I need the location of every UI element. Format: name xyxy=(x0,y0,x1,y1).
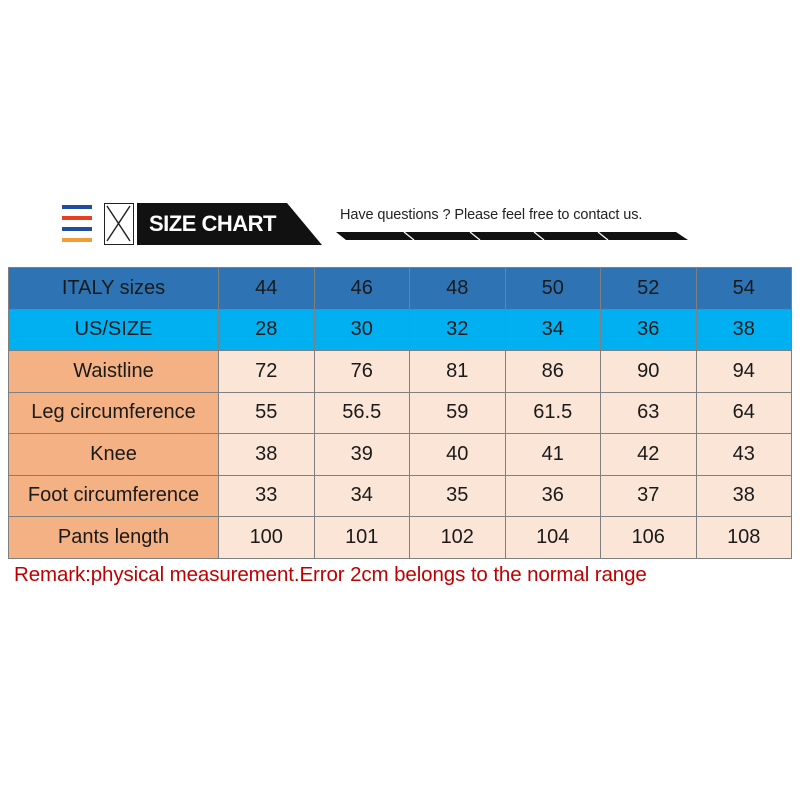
table-cell: 102 xyxy=(410,517,506,559)
table-cell: 50 xyxy=(505,268,601,310)
table-cell: 34 xyxy=(505,309,601,351)
table-cell: 37 xyxy=(601,475,697,517)
table-cell: 32 xyxy=(410,309,506,351)
table-cell: 43 xyxy=(696,434,792,476)
table-cell: 28 xyxy=(219,309,315,351)
table-cell: 38 xyxy=(696,475,792,517)
table-cell: 52 xyxy=(601,268,697,310)
size-table xyxy=(8,267,792,559)
table-cell: 104 xyxy=(505,517,601,559)
table-cell: 59 xyxy=(410,392,506,434)
table-cell: 36 xyxy=(505,475,601,517)
row-label: Knee xyxy=(9,434,219,476)
table-cell: 40 xyxy=(410,434,506,476)
table-cell: 38 xyxy=(696,309,792,351)
table-cell: 35 xyxy=(410,475,506,517)
table-cell: 56.5 xyxy=(314,392,410,434)
row-label: Leg circumference xyxy=(9,392,219,434)
table-cell: 30 xyxy=(314,309,410,351)
table-cell: 38 xyxy=(219,434,315,476)
table-cell: 54 xyxy=(696,268,792,310)
table-cell: 48 xyxy=(410,268,506,310)
table-cell: 55 xyxy=(219,392,315,434)
contact-message: Have questions ? Please feel free to contact us. xyxy=(340,207,643,223)
table-cell: 76 xyxy=(314,351,410,393)
remark-note: Remark:physical measurement.Error 2cm belongs to the normal range xyxy=(14,563,647,586)
table-cell: 64 xyxy=(696,392,792,434)
table-row-waistline xyxy=(9,351,792,393)
table-row-italy-sizes xyxy=(9,268,792,310)
table-cell: 101 xyxy=(314,517,410,559)
table-cell: 63 xyxy=(601,392,697,434)
table-cell: 46 xyxy=(314,268,410,310)
table-row-leg-circumference xyxy=(9,392,792,434)
row-label: Foot circumference xyxy=(9,475,219,517)
table-row-foot-circumference xyxy=(9,475,792,517)
row-label: US/SIZE xyxy=(9,309,219,351)
table-cell: 90 xyxy=(601,351,697,393)
table-cell: 36 xyxy=(601,309,697,351)
table-cell: 108 xyxy=(696,517,792,559)
table-cell: 44 xyxy=(219,268,315,310)
table-cell: 86 xyxy=(505,351,601,393)
table-cell: 100 xyxy=(219,517,315,559)
table-row-pants-length xyxy=(9,517,792,559)
table-cell: 39 xyxy=(314,434,410,476)
row-label: ITALY sizes xyxy=(9,268,219,310)
size-chart-header xyxy=(0,196,800,254)
table-cell: 94 xyxy=(696,351,792,393)
x-logo-icon xyxy=(104,203,134,245)
table-row-us-size xyxy=(9,309,792,351)
flag-stripes-icon xyxy=(62,205,92,245)
row-label: Waistline xyxy=(9,351,219,393)
table-cell: 61.5 xyxy=(505,392,601,434)
row-label: Pants length xyxy=(9,517,219,559)
table-cell: 72 xyxy=(219,351,315,393)
table-row-knee xyxy=(9,434,792,476)
table-cell: 33 xyxy=(219,475,315,517)
size-chart-title: SIZE CHART xyxy=(149,211,276,236)
table-cell: 41 xyxy=(505,434,601,476)
table-cell: 81 xyxy=(410,351,506,393)
size-chart-banner xyxy=(137,203,322,245)
contact-underline-bar xyxy=(336,228,688,244)
table-cell: 42 xyxy=(601,434,697,476)
table-cell: 106 xyxy=(601,517,697,559)
table-cell: 34 xyxy=(314,475,410,517)
